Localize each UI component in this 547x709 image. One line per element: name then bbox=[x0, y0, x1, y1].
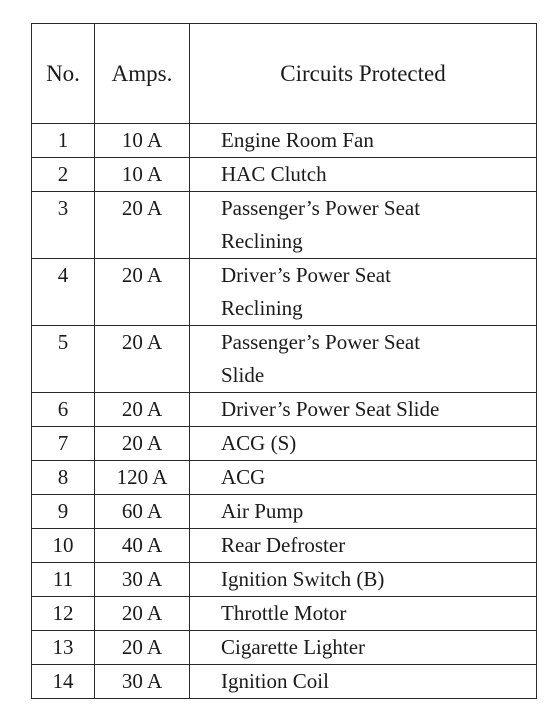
header-no: No. bbox=[32, 24, 95, 124]
fuse-amps: 30 A bbox=[95, 563, 190, 597]
table-row bbox=[32, 158, 537, 192]
fuse-amps: 40 A bbox=[95, 529, 190, 563]
fuse-circuit: Engine Room Fan bbox=[190, 124, 537, 158]
table-row bbox=[32, 124, 537, 158]
fuse-circuit: Driver’s Power Seat Slide bbox=[190, 393, 537, 427]
table-row bbox=[32, 192, 537, 259]
fuse-number: 13 bbox=[32, 631, 95, 665]
fuse-number: 10 bbox=[32, 529, 95, 563]
fuse-circuit: Passenger’s Power Seat Reclining bbox=[190, 192, 537, 259]
fuse-number: 8 bbox=[32, 461, 95, 495]
table-row bbox=[32, 259, 537, 326]
fuse-amps: 20 A bbox=[95, 259, 190, 326]
table-row bbox=[32, 461, 537, 495]
fuse-circuit: HAC Clutch bbox=[190, 158, 537, 192]
table-row bbox=[32, 563, 537, 597]
table-row bbox=[32, 665, 537, 699]
fuse-number: 11 bbox=[32, 563, 95, 597]
fuse-circuit: Ignition Coil bbox=[190, 665, 537, 699]
fuse-number: 1 bbox=[32, 124, 95, 158]
fuse-circuit: Air Pump bbox=[190, 495, 537, 529]
fuse-circuit: ACG bbox=[190, 461, 537, 495]
fuse-amps: 20 A bbox=[95, 427, 190, 461]
fuse-table bbox=[31, 23, 537, 699]
fuse-number: 3 bbox=[32, 192, 95, 259]
fuse-amps: 20 A bbox=[95, 597, 190, 631]
fuse-number: 6 bbox=[32, 393, 95, 427]
fuse-number: 5 bbox=[32, 326, 95, 393]
fuse-amps: 60 A bbox=[95, 495, 190, 529]
table-row bbox=[32, 631, 537, 665]
fuse-number: 14 bbox=[32, 665, 95, 699]
table-row bbox=[32, 495, 537, 529]
table-header bbox=[32, 24, 537, 124]
fuse-number: 9 bbox=[32, 495, 95, 529]
fuse-circuit: Passenger’s Power Seat Slide bbox=[190, 326, 537, 393]
header-row bbox=[32, 24, 537, 124]
fuse-number: 2 bbox=[32, 158, 95, 192]
table-row bbox=[32, 393, 537, 427]
fuse-circuit: Driver’s Power Seat Reclining bbox=[190, 259, 537, 326]
table-row bbox=[32, 597, 537, 631]
fuse-circuit: Rear Defroster bbox=[190, 529, 537, 563]
fuse-amps: 20 A bbox=[95, 631, 190, 665]
fuse-number: 4 bbox=[32, 259, 95, 326]
fuse-circuit: Throttle Motor bbox=[190, 597, 537, 631]
table-row bbox=[32, 529, 537, 563]
fuse-circuit: ACG (S) bbox=[190, 427, 537, 461]
fuse-amps: 10 A bbox=[95, 124, 190, 158]
table-body bbox=[32, 124, 537, 699]
fuse-circuit: Ignition Switch (B) bbox=[190, 563, 537, 597]
table-row bbox=[32, 427, 537, 461]
fuse-amps: 120 A bbox=[95, 461, 190, 495]
fuse-amps: 20 A bbox=[95, 326, 190, 393]
fuse-amps: 30 A bbox=[95, 665, 190, 699]
fuse-amps: 10 A bbox=[95, 158, 190, 192]
fuse-number: 7 bbox=[32, 427, 95, 461]
header-circuits: Circuits Protected bbox=[190, 24, 537, 124]
table-row bbox=[32, 326, 537, 393]
fuse-number: 12 bbox=[32, 597, 95, 631]
fuse-amps: 20 A bbox=[95, 393, 190, 427]
fuse-circuit: Cigarette Lighter bbox=[190, 631, 537, 665]
header-amps: Amps. bbox=[95, 24, 190, 124]
fuse-amps: 20 A bbox=[95, 192, 190, 259]
